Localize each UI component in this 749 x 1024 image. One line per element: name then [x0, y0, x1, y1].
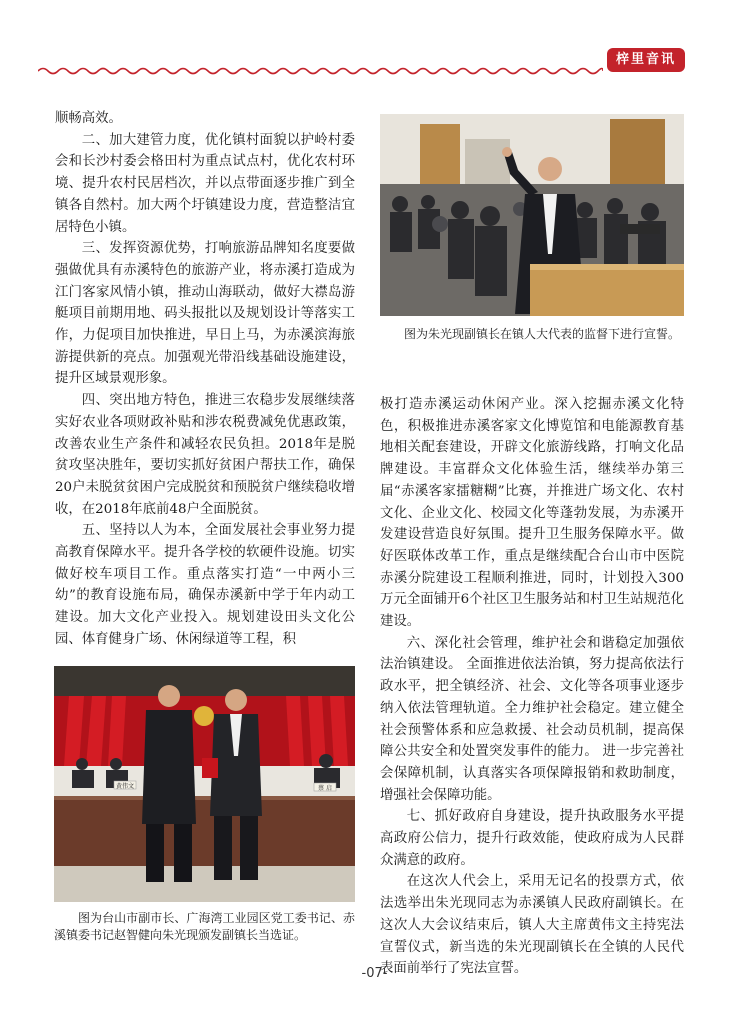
- paragraph: 极打造赤溪运动休闲产业。深入挖掘赤溪文化特色，积极推进赤溪客家文化博览馆和电能源教育基地相关配套建设，开辟文化旅游线路，打响文化品牌建设。丰富群众文化体验生活，继续举办第三届“赤溪客家擂糖糊”比赛，并推进广场文化、农村文化、企业文化、校园文化等蓬勃发展，为赤溪开发建设营造良好氛围。提升卫生服务保障水平。做好医联体改革工作，重点是继续配合台山市中医院赤溪分院建设工程顺利推进，同时，计划投入300万元全面铺开6个社区卫生服务站和村卫生站规范化建设。: [380, 397, 684, 630]
- oath-photo-caption: 图为朱光现副镇长在镇人大代表的监督下进行宣誓。: [404, 327, 681, 341]
- paragraph: 顺畅高效。: [55, 111, 122, 126]
- certificate-photo: [54, 666, 355, 902]
- left-text-column: [55, 108, 355, 651]
- paragraph: 二、加大建管力度，优化镇村面貌以护岭村委会和长沙村委会格田村为重点试点村，优化农村环境、提升农村民居档次，并以点带面逐步推广到全镇各自然村。加大两个圩镇建设力度，营造整洁宜居特色小镇。: [55, 132, 355, 235]
- header-wave-divider: [38, 64, 603, 78]
- paragraph: 四、突出地方特色，推进三农稳步发展继续落实好农业各项财政补贴和涉农税费减免优惠政策，改善农业生产条件和减轻农民负担。2018年是脱贫攻坚决胜年，要切实抓好贫困户帮扶工作，确保20户未脱贫贫困户完成脱贫和预脱贫户继续稳收增收，在2018年底前48户全面脱贫。: [55, 393, 355, 517]
- page-number: -07-: [361, 966, 388, 981]
- table-name-sign: 蔡 启: [318, 785, 332, 792]
- paragraph: 在这次人代会上，采用无记名的投票方式，依法选举出朱光现同志为赤溪镇人民政府副镇长。在这次人大会议结束后，镇人大主席黄伟文主持宪法宣誓仪式，新当选的朱光现副镇长在全镇的人民代表面前举行了宪法宣誓。: [380, 874, 684, 977]
- paragraph: 七、抓好政府自身建设，提升执政服务水平提高政府公信力，提升行政效能，使政府成为人民群众满意的政府。: [380, 809, 684, 868]
- paragraph: 六、深化社会管理，维护社会和谐稳定加强依法治镇建设。 全面推进依法治镇，努力提高依法行政水平，把全镇经济、社会、文化等各项事业逐步纳入依法管理轨道。全力维护社会稳定。建立健全社会预警体系和应急救援、社会动员机制，提高保障公共安全和处置突发事件的能力。 进一步完善社会保障机制，认真落实各项保障报销和救助制度，增强社会保障功能。: [380, 635, 684, 803]
- paragraph: 五、坚持以人为本，全面发展社会事业努力提高教育保障水平。提升各学校的软硬件设施。切实做好校车项目工作。重点落实打造“一中两小三幼”的教育设施布局，确保赤溪新中学于年内动工建设。加大文化产业投入。规划建设田头文化公园、体育健身广场、休闲绿道等工程，积: [55, 523, 355, 647]
- certificate-photo-caption: 图为台山市副市长、广海湾工业园区党工委书记、赤溪镇委书记赵智健向朱光现颁发副镇长当选证。: [54, 911, 355, 942]
- table-name-sign: 黄伟文: [115, 783, 135, 790]
- section-badge: 梓里音讯: [607, 48, 685, 72]
- right-text-column: [380, 394, 684, 980]
- oath-photo: [380, 114, 684, 316]
- paragraph: 三、发挥资源优势，打响旅游品牌知名度要做强做优具有赤溪特色的旅游产业，将赤溪打造成为江门客家风情小镇，推动山海联动，做好大襟岛游艇项目前期用地、码头报批以及规划设计等落实工作，力促项目加快推进，早日上马，为赤溪滨海旅游提供新的亮点。加强观光带沿线基础设施建设，提升区域景观形象。: [55, 241, 355, 387]
